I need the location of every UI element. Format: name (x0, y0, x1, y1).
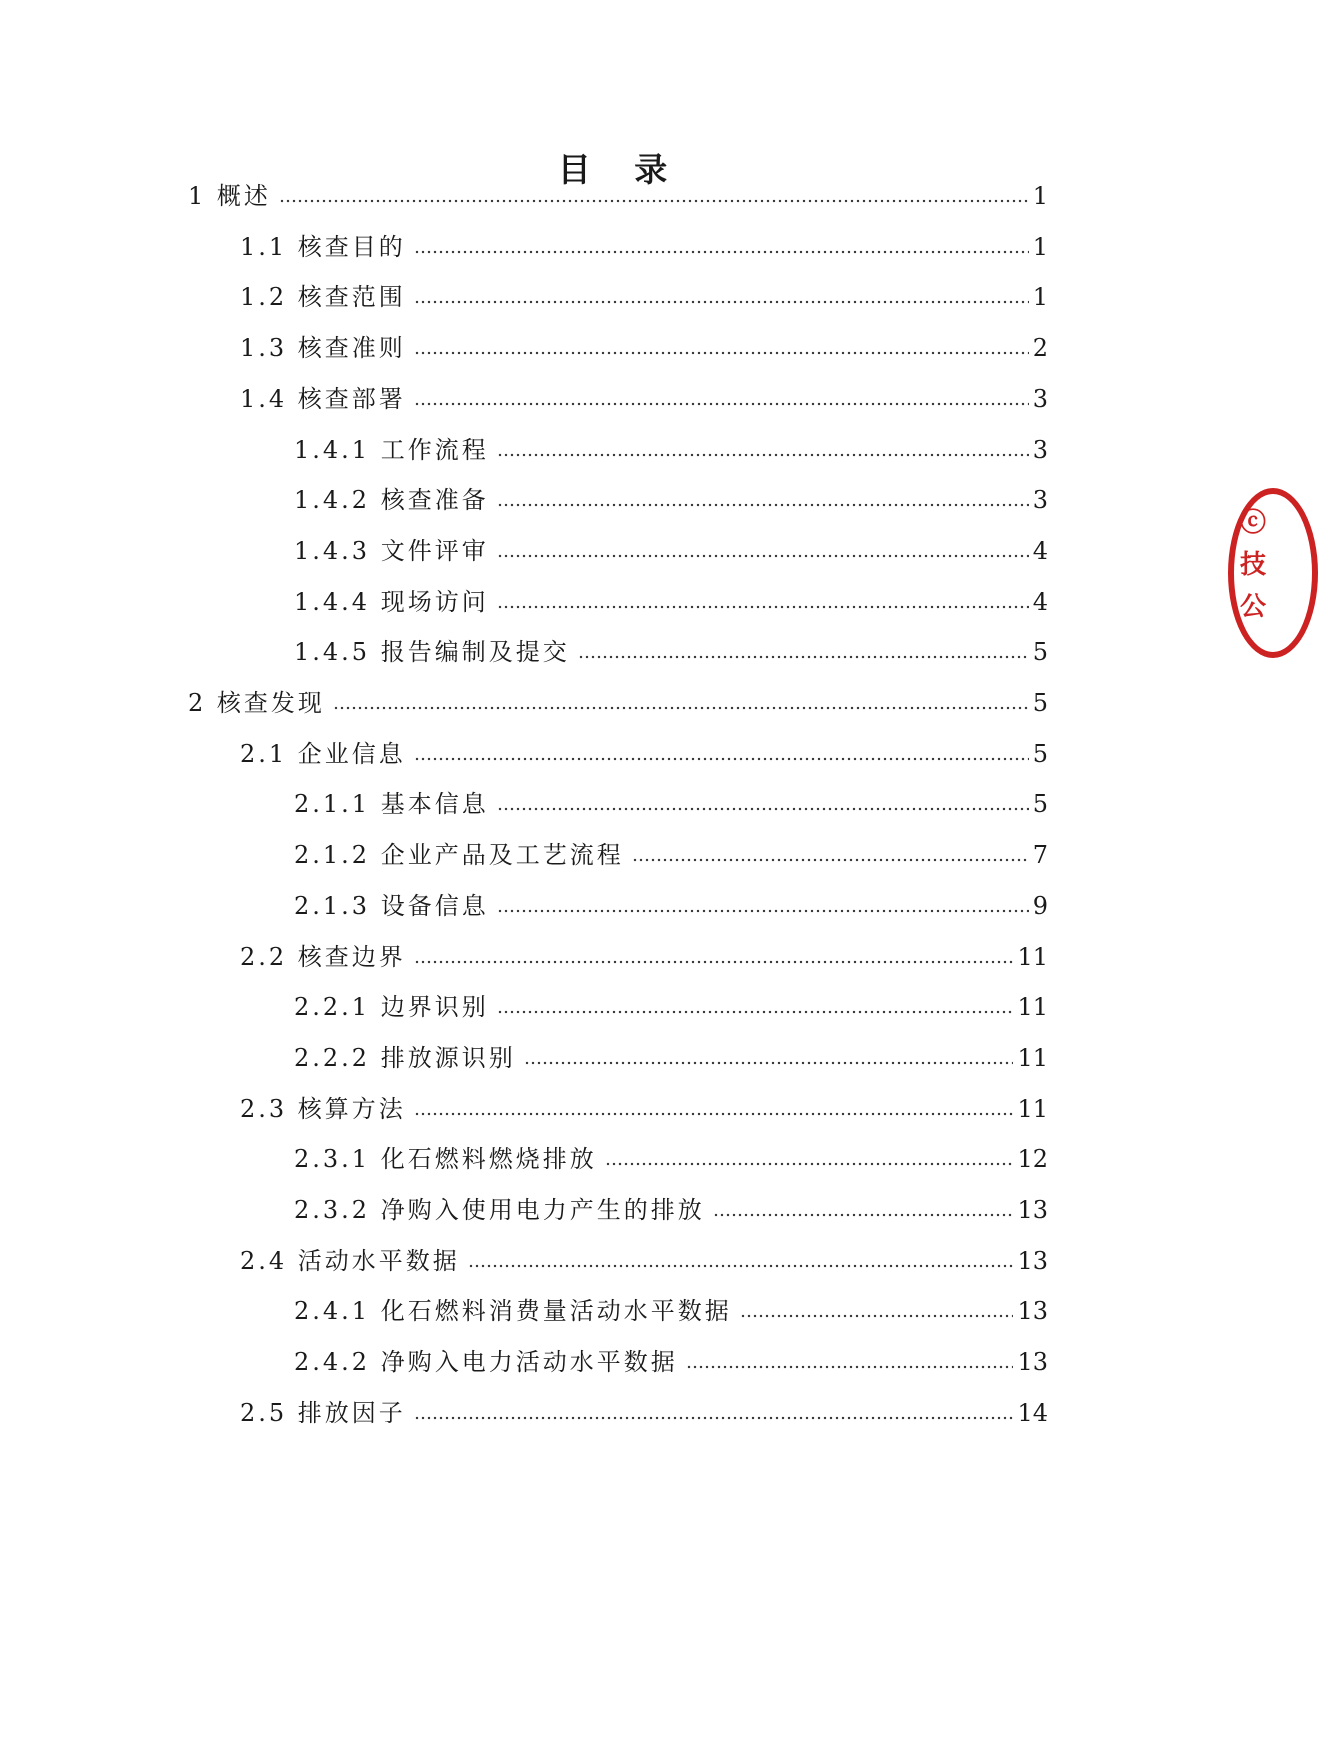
toc-entry[interactable] (240, 1089, 1048, 1129)
dot-leader (414, 1109, 1014, 1117)
dot-leader (524, 1058, 1014, 1066)
toc-entry-page-number: 13 (1017, 1247, 1048, 1275)
toc-entry-label: 1.4.5 报告编制及提交 (294, 638, 570, 666)
dot-leader (497, 500, 1029, 508)
dot-leader (333, 703, 1029, 711)
toc-entry[interactable] (294, 430, 1048, 470)
toc-entry-label: 1.3 核查准则 (240, 334, 406, 362)
toc-entry-page-number: 5 (1032, 740, 1048, 768)
toc-entry-page-number: 12 (1017, 1145, 1048, 1173)
toc-entry[interactable] (240, 328, 1048, 368)
toc-entry-label: 2.4.2 净购入电力活动水平数据 (294, 1348, 678, 1376)
toc-entry[interactable] (294, 987, 1048, 1027)
toc-entry[interactable] (294, 1342, 1048, 1382)
toc-entry[interactable] (294, 886, 1048, 926)
toc-entry-label: 2.5 排放因子 (240, 1399, 406, 1427)
toc-entry[interactable] (240, 227, 1048, 267)
toc-entry-label: 2.1 企业信息 (240, 740, 406, 768)
dot-leader (468, 1261, 1014, 1269)
page-title: 目 录 (557, 150, 684, 189)
toc-entry-label: 1 概述 (188, 182, 271, 210)
toc-entry[interactable] (294, 632, 1048, 672)
dot-leader (414, 399, 1029, 407)
toc-entry[interactable] (294, 582, 1048, 622)
toc-entry[interactable] (240, 277, 1048, 317)
dot-leader (414, 957, 1014, 965)
dot-leader (497, 804, 1029, 812)
toc-entry-label: 1.4.3 文件评审 (294, 537, 489, 565)
toc-entry-label: 1.1 核查目的 (240, 233, 406, 261)
toc-entry-page-number: 1 (1032, 283, 1048, 311)
dot-leader (632, 855, 1029, 863)
toc-entry-page-number: 3 (1032, 486, 1048, 514)
toc-entry-label: 2.3.2 净购入使用电力产生的排放 (294, 1196, 705, 1224)
toc-entry-page-number: 11 (1017, 993, 1048, 1021)
dot-leader (414, 1413, 1014, 1421)
dot-leader (414, 348, 1029, 356)
dot-leader (497, 906, 1029, 914)
dot-leader (497, 1007, 1014, 1015)
toc-entry[interactable] (294, 1190, 1048, 1230)
dot-leader (578, 652, 1029, 660)
toc-entry-page-number: 11 (1017, 943, 1048, 971)
toc-entry-page-number: 9 (1032, 892, 1048, 920)
dot-leader (713, 1210, 1014, 1218)
toc-entry-label: 2.2.1 边界识别 (294, 993, 489, 1021)
toc-entry-page-number: 1 (1032, 233, 1048, 261)
toc-entry-label: 1.4 核查部署 (240, 385, 406, 413)
dot-leader (497, 602, 1029, 610)
toc-entry-label: 2.4.1 化石燃料消费量活动水平数据 (294, 1297, 732, 1325)
dot-leader (279, 196, 1029, 204)
toc-entry-label: 2.2 核查边界 (240, 943, 406, 971)
toc-entry[interactable] (294, 1291, 1048, 1331)
dot-leader (497, 551, 1029, 559)
dot-leader (497, 450, 1029, 458)
toc-entry-page-number: 5 (1032, 689, 1048, 717)
toc-entry-page-number: 2 (1032, 334, 1048, 362)
toc-entry[interactable] (240, 1241, 1048, 1281)
toc-entry-page-number: 3 (1032, 436, 1048, 464)
toc-entry-page-number: 3 (1032, 385, 1048, 413)
toc-entry-label: 2.1.1 基本信息 (294, 790, 489, 818)
toc-entry-label: 1.2 核查范围 (240, 283, 406, 311)
toc-entry[interactable] (240, 1393, 1048, 1433)
toc-entry-page-number: 4 (1032, 537, 1048, 565)
dot-leader (414, 247, 1029, 255)
toc-entry[interactable] (294, 1038, 1048, 1078)
toc-entry[interactable] (294, 1139, 1048, 1179)
toc-entry[interactable] (188, 176, 1048, 216)
toc-entry[interactable] (240, 734, 1048, 774)
toc-entry[interactable] (240, 937, 1048, 977)
toc-entry-page-number: 7 (1032, 841, 1048, 869)
dot-leader (605, 1159, 1014, 1167)
toc-entry-label: 2.2.2 排放源识别 (294, 1044, 516, 1072)
dot-leader (740, 1311, 1014, 1319)
toc-entry-page-number: 5 (1032, 638, 1048, 666)
toc-entry[interactable] (294, 835, 1048, 875)
toc-entry-page-number: 13 (1017, 1348, 1048, 1376)
toc-entry-label: 1.4.4 现场访问 (294, 588, 489, 616)
toc-entry[interactable] (294, 531, 1048, 571)
toc-entry-label: 1.4.2 核查准备 (294, 486, 489, 514)
toc-entry[interactable] (188, 683, 1048, 723)
toc-entry-label: 2.4 活动水平数据 (240, 1247, 460, 1275)
toc-entry[interactable] (294, 784, 1048, 824)
toc-entry-page-number: 5 (1032, 790, 1048, 818)
toc-entry[interactable] (294, 480, 1048, 520)
toc-entry-label: 2.3 核算方法 (240, 1095, 406, 1123)
toc-entry-page-number: 14 (1017, 1399, 1048, 1427)
toc-entry-label: 2.3.1 化石燃料燃烧排放 (294, 1145, 597, 1173)
toc-entry[interactable] (240, 379, 1048, 419)
red-seal-stamp: ⓒ 技 公 (1228, 488, 1318, 658)
dot-leader (686, 1362, 1014, 1370)
dot-leader (414, 754, 1029, 762)
toc-entry-page-number: 13 (1017, 1297, 1048, 1325)
toc-entry-label: 2.1.2 企业产品及工艺流程 (294, 841, 624, 869)
toc-entry-label: 2 核查发现 (188, 689, 325, 717)
toc-entry-label: 2.1.3 设备信息 (294, 892, 489, 920)
toc-entry-page-number: 4 (1032, 588, 1048, 616)
toc-entry-label: 1.4.1 工作流程 (294, 436, 489, 464)
toc-entry-page-number: 11 (1017, 1095, 1048, 1123)
toc-entry-page-number: 11 (1017, 1044, 1048, 1072)
toc-entry-page-number: 1 (1032, 182, 1048, 210)
toc-entry-page-number: 13 (1017, 1196, 1048, 1224)
dot-leader (414, 297, 1029, 305)
